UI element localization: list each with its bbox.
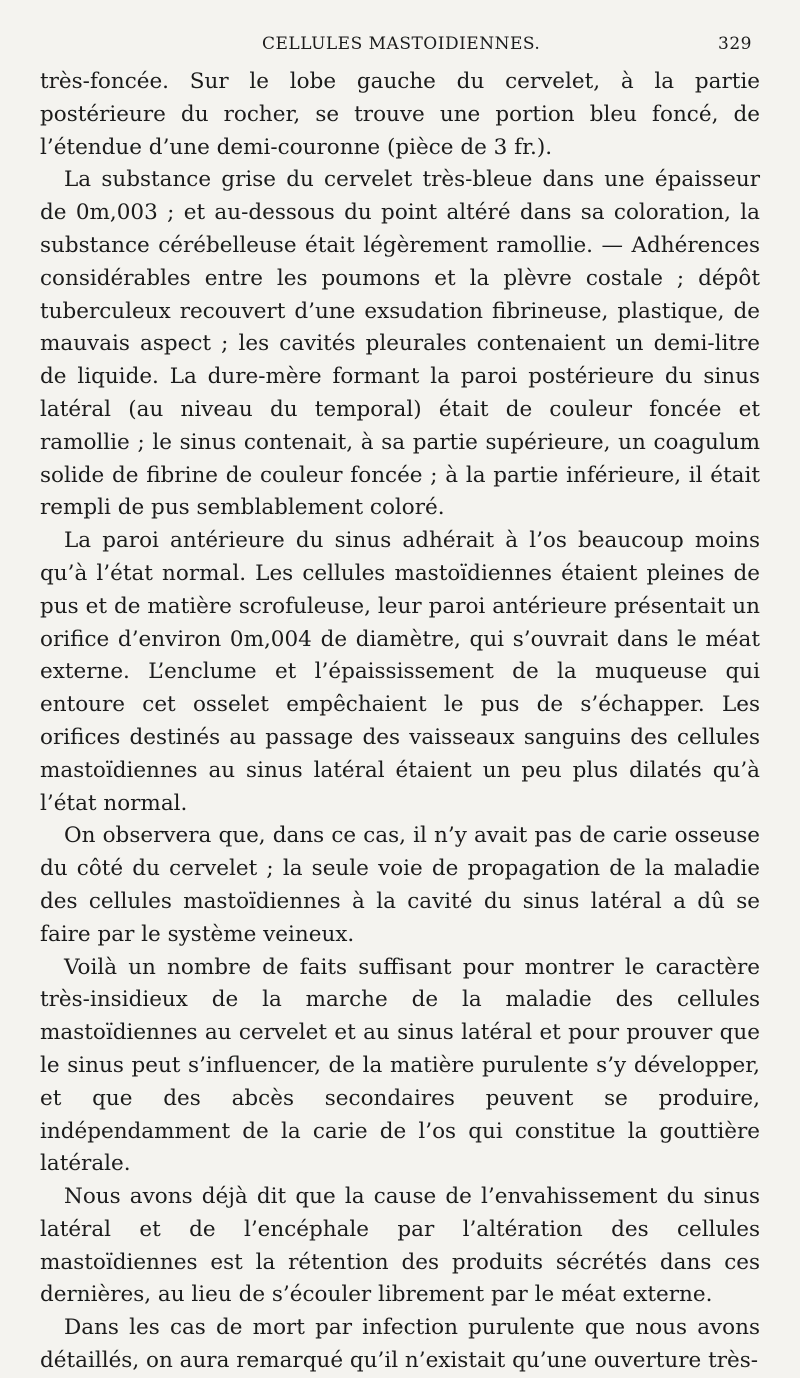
paragraph-continuation: très-foncée. Sur le lobe gauche du cervelet, à la partie postérieure du rocher, se trouve une portion bleu foncé, de l’étendue d’une demi-couronne (pièce de 3 fr.). bbox=[40, 69, 760, 160]
running-head bbox=[40, 34, 760, 58]
running-title: CELLULES MASTOIDIENNES. bbox=[262, 34, 541, 54]
paragraph-sinus-wall: La paroi antérieure du sinus adhérait à l’os beaucoup moins qu’à l’état normal. Les cellules mastoïdiennes étaient pleines de pus et de matière scrofuleuse, leur paroi antérieure présentait un orifice d’environ 0m,004 de diamètre, qui s’ouvrait dans le méat externe. L’enclume et l’épaississement de la muqueuse qui entoure cet osselet empêchaient le pus de s’échapper. Les orifices destinés au passage des vaisseaux sanguins des cellules mastoïdiennes au sinus latéral étaient un peu plus dilatés qu’à l’état normal. bbox=[40, 528, 760, 816]
body-text bbox=[40, 66, 760, 1378]
page-number: 329 bbox=[718, 34, 752, 54]
paragraph-purulent-infection: Dans les cas de mort par infection purulente que nous avons détaillés, on aura remarqué qu’il n’existait qu’une ouverture très- bbox=[40, 1315, 760, 1374]
paragraph-cause: Nous avons déjà dit que la cause de l’envahissement du sinus latéral et de l’encéphale par l’altération des cellules mastoïdiennes est la rétention des produits sécrétés dans ces dernières, au lieu de s’écouler librement par le méat externe. bbox=[40, 1184, 760, 1308]
paragraph-autopsy-findings: La substance grise du cervelet très-bleue dans une épaisseur de 0m,003 ; et au-dessous du point altéré dans sa coloration, la substance cérébelleuse était légèrement ramollie. — Adhérences considérables entre les poumons et la plèvre costale ; dépôt tuberculeux recouvert d’une exsudation fibrineuse, plastique, de mauvais aspect ; les cavités pleurales contenaient un demi-litre de liquide. La dure-mère formant la paroi postérieure du sinus latéral (au niveau du temporal) était de couleur foncée et ramollie ; le sinus contenait, à sa partie supérieure, un coagulum solide de fibrine de couleur foncée ; à la partie inférieure, il était rempli de pus semblablement coloré. bbox=[40, 167, 760, 521]
paragraph-observation: On observera que, dans ce cas, il n’y avait pas de carie osseuse du côté du cervelet ; la seule voie de propagation de la maladie des cellules mastoïdiennes à la cavité du sinus latéral a dû se faire par le système veineux. bbox=[40, 823, 760, 947]
paragraph-facts-summary: Voilà un nombre de faits suffisant pour montrer le caractère très-insidieux de la marche de la maladie des cellules mastoïdiennes au cervelet et au sinus latéral et pour prouver que le sinus peut s’influencer, de la matière purulente s’y développer, et que des abcès secondaires peuvent se produire, indépendamment de la carie de l’os qui constitue la gouttière latérale. bbox=[40, 954, 760, 1177]
